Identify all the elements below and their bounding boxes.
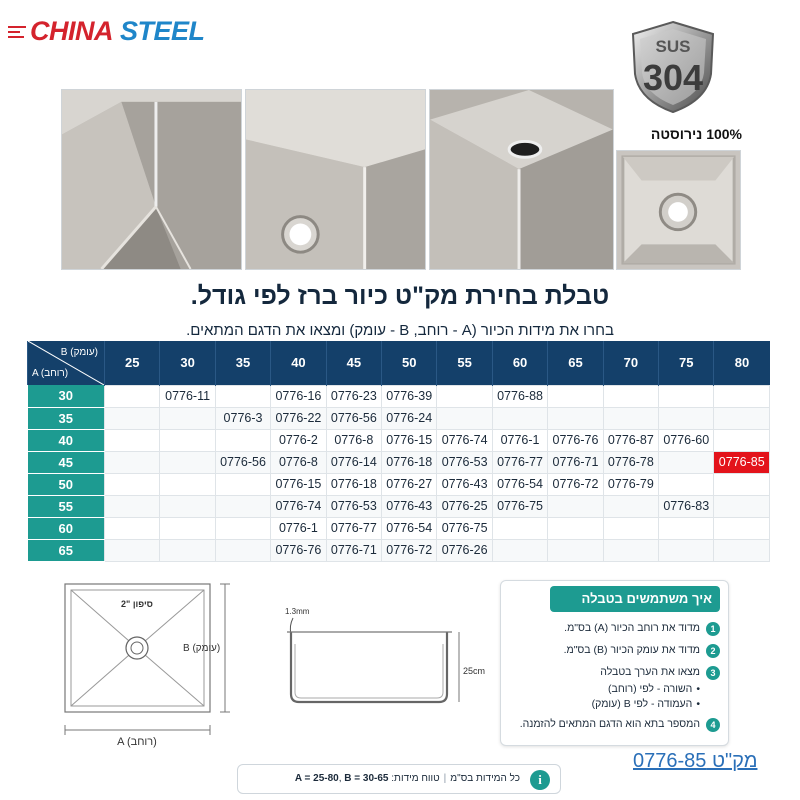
table-cell: 0776-53 — [326, 495, 381, 517]
table-cell — [160, 473, 215, 495]
table-cell — [492, 407, 547, 429]
table-cell — [714, 407, 770, 429]
table-cell: 0776-15 — [271, 473, 326, 495]
table-row — [28, 407, 770, 429]
table-cell: 0776-27 — [382, 473, 437, 495]
table-cell: 0776-1 — [492, 429, 547, 451]
table-cell — [105, 451, 160, 473]
how-to-step-2: 2 מדוד את עומק הכיור (B) בס"מ. — [564, 644, 720, 658]
table-cell: 0776-26 — [437, 539, 492, 561]
column-header-60: 60 — [492, 341, 547, 385]
table-cell: 0776-24 — [382, 407, 437, 429]
table-cell — [548, 539, 603, 561]
table-cell: 0776-76 — [271, 539, 326, 561]
size-range-text: כל המידות בס"מ|טווח מידות: A = 25-80, B = 30-65 — [294, 773, 520, 784]
table-cell — [714, 473, 770, 495]
table-cell — [714, 385, 770, 407]
row-header-40: 40 — [28, 429, 105, 451]
how-to-header — [550, 586, 720, 612]
table-cell — [659, 451, 714, 473]
how-to-title: איך משתמשים בטבלה — [581, 591, 712, 606]
drain-size-label: 2" סיפון — [121, 599, 153, 609]
wall-thickness-label: 1.3mm — [285, 607, 310, 616]
column-header-30: 30 — [160, 341, 215, 385]
column-header-45: 45 — [326, 341, 381, 385]
width-dimension-label: A (רוחב) — [117, 736, 157, 748]
table-cell: 0776-74 — [437, 429, 492, 451]
table-cell: 0776-75 — [437, 517, 492, 539]
depth-dimension-label: B (עומק) — [183, 643, 221, 654]
sink-interior-drain-photo — [616, 150, 741, 270]
table-cell — [437, 385, 492, 407]
info-icon: i — [530, 770, 550, 790]
table-cell — [105, 495, 160, 517]
column-axis-label: B (עומק) — [60, 347, 98, 358]
table-cell — [492, 517, 547, 539]
table-body — [28, 385, 770, 561]
table-cell: 0776-78 — [603, 451, 658, 473]
table-cell — [659, 385, 714, 407]
table-cell: 0776-8 — [271, 451, 326, 473]
table-cell — [437, 407, 492, 429]
table-cell — [215, 429, 270, 451]
badge-number-text: 304 — [642, 57, 704, 98]
table-cell: 0776-88 — [492, 385, 547, 407]
table-row — [28, 517, 770, 539]
table-cell — [714, 517, 770, 539]
sink-drain-side-photo — [245, 89, 426, 270]
stainless-percent-label: 100% נירוסטה — [650, 126, 742, 142]
page-subtitle: בחרו את מידות הכיור (A - רוחב, B - עומק) ומצאו את הדגם המתאים. — [186, 322, 614, 339]
table-row — [28, 451, 770, 473]
table-cell — [603, 539, 658, 561]
model-selection-table — [27, 341, 770, 562]
table-cell — [215, 473, 270, 495]
row-header-60: 60 — [28, 517, 105, 539]
table-cell — [714, 539, 770, 561]
table-cell: 0776-60 — [659, 429, 714, 451]
sink-plan-diagram — [55, 578, 247, 753]
table-cell: 0776-79 — [603, 473, 658, 495]
table-cell — [215, 517, 270, 539]
column-header-50: 50 — [382, 341, 437, 385]
table-cell: 0776-71 — [548, 451, 603, 473]
table-cell: 0776-14 — [326, 451, 381, 473]
table-cell: 0776-54 — [492, 473, 547, 495]
sink-section-diagram — [277, 604, 492, 714]
table-row — [28, 385, 770, 407]
how-to-use-panel — [500, 580, 729, 746]
table-cell — [160, 539, 215, 561]
table-cell — [548, 517, 603, 539]
page-title: טבלת בחירת מק"ט כיור ברז לפי גודל. — [190, 282, 610, 310]
table-cell: 0776-54 — [382, 517, 437, 539]
table-cell: 0776-43 — [382, 495, 437, 517]
brand-name-part2: STEEL — [120, 16, 205, 46]
table-cell — [548, 385, 603, 407]
row-header-50: 50 — [28, 473, 105, 495]
table-cell: 0776-2 — [271, 429, 326, 451]
table-cell: 0776-83 — [659, 495, 714, 517]
row-header-45: 45 — [28, 451, 105, 473]
table-cell: 0776-75 — [492, 495, 547, 517]
table-cell — [160, 407, 215, 429]
table-cell — [105, 539, 160, 561]
height-dimension-label: 25cm — [463, 666, 486, 676]
table-cell: 0776-72 — [548, 473, 603, 495]
table-cell — [160, 495, 215, 517]
how-to-substep-column: • העמודה - לפי B (עומק) — [592, 698, 700, 710]
sus304-shield-badge — [627, 20, 719, 114]
table-cell — [603, 407, 658, 429]
how-to-step-4: 4 המספר בתא הוא הדגם המתאים להזמנה. — [520, 718, 720, 732]
table-cell — [215, 385, 270, 407]
column-header-75: 75 — [659, 341, 714, 385]
table-cell: 0776-56 — [326, 407, 381, 429]
table-cell — [714, 495, 770, 517]
brand-logo — [8, 16, 205, 47]
table-cell — [105, 385, 160, 407]
table-cell — [659, 473, 714, 495]
table-cell: 0776-3 — [215, 407, 270, 429]
row-axis-label: A (רוחב) — [32, 368, 69, 379]
table-cell — [105, 473, 160, 495]
table-cell-highlighted: 0776-85 — [714, 451, 770, 473]
brand-name-part1: CHINA — [30, 16, 113, 46]
table-cell: 0776-74 — [271, 495, 326, 517]
size-range-bar — [237, 764, 561, 794]
column-header-25: 25 — [105, 341, 160, 385]
table-cell — [215, 539, 270, 561]
row-header-30: 30 — [28, 385, 105, 407]
table-cell: 0776-87 — [603, 429, 658, 451]
column-header-55: 55 — [437, 341, 492, 385]
table-cell — [659, 407, 714, 429]
column-header-80: 80 — [714, 341, 770, 385]
table-cell — [603, 385, 658, 407]
table-cell — [492, 539, 547, 561]
table-row — [28, 473, 770, 495]
how-to-step-3: 3 מצאו את הערך בטבלה — [600, 666, 720, 680]
row-header-55: 55 — [28, 495, 105, 517]
table-cell — [160, 517, 215, 539]
table-cell: 0776-18 — [326, 473, 381, 495]
table-cell — [105, 407, 160, 429]
badge-top-text: SUS — [655, 37, 691, 56]
table-cell: 0776-11 — [160, 385, 215, 407]
table-cell: 0776-77 — [492, 451, 547, 473]
table-cell: 0776-71 — [326, 539, 381, 561]
table-header-row — [28, 341, 770, 385]
table-cell — [105, 517, 160, 539]
table-cell: 0776-39 — [382, 385, 437, 407]
table-cell — [548, 495, 603, 517]
catalog-number-link[interactable]: מק"ט 0776-85 — [633, 750, 758, 772]
table-cell: 0776-76 — [548, 429, 603, 451]
table-row — [28, 495, 770, 517]
table-cell: 0776-1 — [271, 517, 326, 539]
table-cell: 0776-16 — [271, 385, 326, 407]
table-cell: 0776-72 — [382, 539, 437, 561]
how-to-step-1: 1 מדוד את רוחב הכיור (A) בס"מ. — [564, 622, 720, 636]
how-to-substep-row: • השורה - לפי (רוחב) — [608, 683, 700, 695]
sink-corner-photo — [61, 89, 242, 270]
table-cell — [714, 429, 770, 451]
table-row — [28, 429, 770, 451]
table-cell — [603, 517, 658, 539]
table-cell — [105, 429, 160, 451]
table-cell — [548, 407, 603, 429]
table-cell — [160, 429, 215, 451]
table-cell: 0776-18 — [382, 451, 437, 473]
speed-lines-icon — [8, 26, 26, 38]
row-header-35: 35 — [28, 407, 105, 429]
lightbulb-icon — [528, 589, 548, 609]
table-row — [28, 539, 770, 561]
table-cell: 0776-43 — [437, 473, 492, 495]
table-corner-cell — [28, 341, 105, 385]
column-header-35: 35 — [215, 341, 270, 385]
table-cell — [160, 451, 215, 473]
table-cell: 0776-53 — [437, 451, 492, 473]
column-header-65: 65 — [548, 341, 603, 385]
column-header-40: 40 — [271, 341, 326, 385]
table-cell: 0776-8 — [326, 429, 381, 451]
table-cell: 0776-15 — [382, 429, 437, 451]
column-header-70: 70 — [603, 341, 658, 385]
sink-top-hole-photo — [429, 89, 614, 270]
table-cell: 0776-22 — [271, 407, 326, 429]
table-cell — [659, 517, 714, 539]
table-cell — [603, 495, 658, 517]
table-cell — [659, 539, 714, 561]
table-cell: 0776-23 — [326, 385, 381, 407]
table-cell: 0776-77 — [326, 517, 381, 539]
table-cell — [215, 495, 270, 517]
row-header-65: 65 — [28, 539, 105, 561]
table-cell: 0776-56 — [215, 451, 270, 473]
table-cell: 0776-25 — [437, 495, 492, 517]
